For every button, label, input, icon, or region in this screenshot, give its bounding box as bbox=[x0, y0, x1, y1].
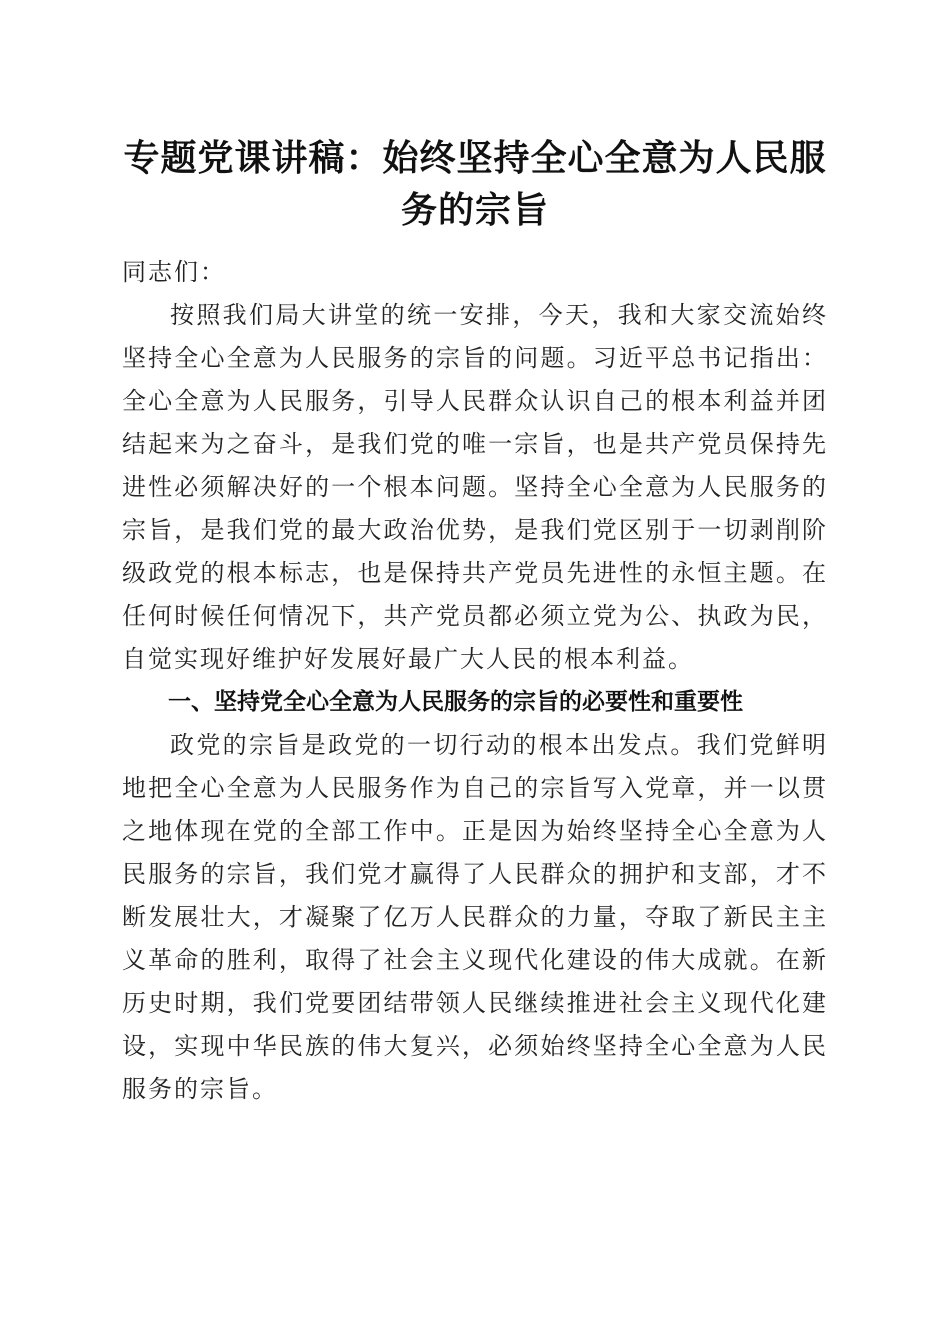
document-body bbox=[122, 251, 828, 1111]
salutation: 同志们： bbox=[122, 258, 226, 286]
paragraph-section-1: 政党的宗旨是政党的一切行动的根本出发点。我们党鲜明地把全心全意为人民服务作为自己的宗旨写入党章，并一以贯之地体现在党的全部工作中。正是因为始终坚持全心全意为人民服务的宗旨，我们党才赢得了人民群众的拥护和支部，才不断发展壮大，才凝聚了亿万人民群众的力量，夺取了新民主主义革命的胜利，取得了社会主义现代化建设的伟大成就。在新历史时期，我们党要团结带领人民继续推进社会主义现代化建设，实现中华民族的伟大复兴，必须始终坚持全心全意为人民服务的宗旨。 bbox=[122, 731, 828, 1103]
paragraph-intro: 按照我们局大讲堂的统一安排，今天，我和大家交流始终坚持全心全意为人民服务的宗旨的问题。习近平总书记指出：全心全意为人民服务，引导人民群众认识自己的根本利益并团结起来为之奋斗，是我们党的唯一宗旨，也是共产党员保持先进性必须解决好的一个根本问题。坚持全心全意为人民服务的宗旨，是我们党的最大政治优势，是我们党区别于一切剥削阶级政党的根本标志，也是保持共产党员先进性的永恒主题。在任何时候任何情况下，共产党员都必须立党为公、执政为民，自觉实现好维护好发展好最广大人民的根本利益。 bbox=[122, 301, 828, 673]
section-heading: 一、坚持党全心全意为人民服务的宗旨的必要性和重要性 bbox=[168, 689, 743, 715]
document-title: 专题党课讲稿：始终坚持全心全意为人民服务的宗旨 bbox=[123, 137, 827, 231]
